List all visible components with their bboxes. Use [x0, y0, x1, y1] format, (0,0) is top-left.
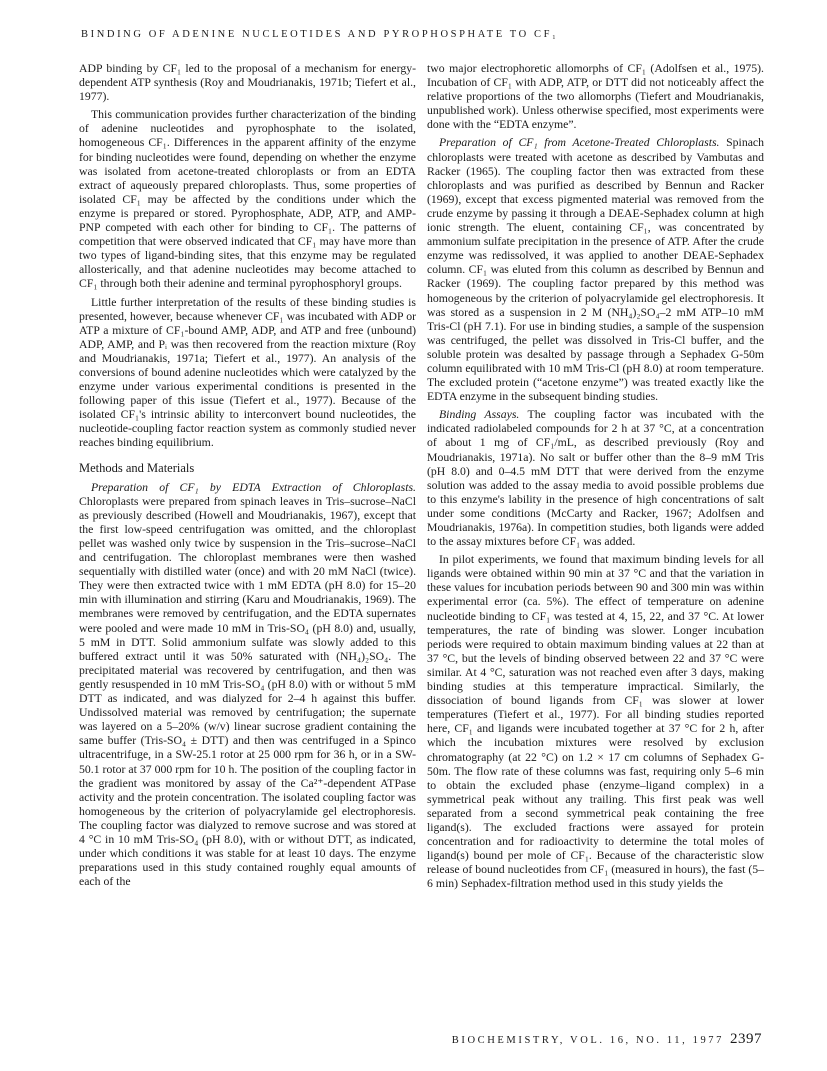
body-paragraph: This communication provides further characterization of the binding of adenine nucleotides and pyrophosphate to the isolated, homogeneous CF₁. Differences in the apparent affinity of the enzyme for binding nucleotides were found, depending on whether the enzyme was isolated from acetone-treated chloroplasts or from an EDTA extract of aqueously prepared chloroplasts. Thus, some properties of isolated CF₁ may be affected by the conditions under which the enzyme is prepared or stored. Pyrophosphate, ADP, ATP, and AMP-PNP competed with each other for binding to CF₁. The patterns of competition that were observed indicated that CF₁ may have more than two types of ligand-binding sites, that this enzyme may be regulated allosterically, and that adenine nucleotides may become attached to CF₁ through both their adenine and terminal pyrophosphoryl groups.: [79, 108, 416, 291]
body-paragraph: two major electrophoretic allomorphs of CF₁ (Adolfsen et al., 1975). Incubation of CF₁ with ADP, ATP, or DTT did not noticeably affect the relative proportions of the two allomorphs (Tiefert and Moudrianakis, unpublished work). Unless otherwise specified, most experiments were done with the “EDTA enzyme”.: [427, 62, 764, 132]
right-column: [427, 62, 764, 895]
paragraph-text: Spinach chloroplasts were treated with acetone as described by Vambutas and Racker (1965). The coupling factor then was extracted from these chloroplasts and was purified as described by Bennun and Racker (1969), except that excess pigmented material was removed from the crude enzyme by passing it through a DEAE-Sephadex column at high ionic strength. The eluent, containing CF₁, was concentrated by ammonium sulfate precipitation in the presence of ATP. After the crude enzyme was redissolved, it was applied to another DEAE-Sephadex column. CF₁ was eluted from this column as described by Bennun and Racker (1969). The coupling factor prepared by this method was homogeneous by the criterion of polyacrylamide gel electrophoresis. It was stored as a suspension in 2 M (NH₄)₂SO₄–2 mM ATP–10 mM Tris-Cl (pH 7.1). For use in binding studies, a sample of the suspension was centrifuged, the pellet was dissolved in Tris-Cl buffer, and the soluble protein was desalted by passage through a Sephadex G-50m column equilibrated with 10 mM Tris-Cl (pH 8.0) at room temperature. The excluded protein (“acetone enzyme”) was treated exactly like the EDTA enzyme in the subsequent binding studies.: [427, 136, 764, 404]
paragraph-text: Chloroplasts were prepared from spinach leaves in Tris–sucrose–NaCl as previously described (Howell and Moudrianakis, 1967), except that the first low-speed centrifugation was omitted, and the chloroplast pellet was washed only twice by suspension in the Tris–sucrose–NaCl and centrifugation. The chloroplast membranes were then washed sequentially with distilled water (once) and with 20 mM NaCl (twice). They were then extracted twice with 1 mM EDTA (pH 8.0) for 15–20 min with illumination and stirring (Karu and Moudrianakis, 1969). The membranes were removed by centrifugation, and the EDTA supernates were pooled and were made 10 mM in Tris-SO₄ (pH 8.0) and, usually, 5 mM in DTT. Solid ammonium sulfate was slowly added to this buffered extract until it was 50% saturated with (NH₄)₂SO₄. The precipitated material was recovered by centrifugation, and then was gently resuspended in 10 mM Tris-SO₄ (pH 8.0) with or without 5 mM DTT as indicated, and was dialyzed for 2–4 h against this buffer. Undissolved material was removed by centrifugation; the supernate was layered on a 5–20% (w/v) linear sucrose gradient containing the same buffer (Tris-SO₄ ± DTT) and then was centrifuged in a Spinco ultracentrifuge, in a SW-25.1 rotor at 25 000 rpm for 36 h, or in a SW-50.1 rotor at 37 000 rpm for 10 h. The position of the coupling factor in the gradient was monitored by assay of the Ca²⁺-dependent ATPase activity and the protein concentration. The isolated coupling factor was homogeneous by the criterion of polyacrylamide gel electrophoresis. The coupling factor was dialyzed to remove sucrose and was stored at 4 °C in 10 mM Tris-SO₄ (pH 8.0), with or without DTT, as indicated, under which conditions it was stable for at least 10 days. The enzyme preparations used in this study contained roughly equal amounts of each of the: [79, 494, 416, 889]
running-head: BINDING OF ADENINE NUCLEOTIDES AND PYROPHOSPHATE TO CF₁: [81, 29, 559, 40]
subsection-heading: Preparation of CF₁ from Acetone-Treated Chloroplasts.: [439, 136, 720, 150]
body-paragraph: Little further interpretation of the results of these binding studies is presented, however, because whenever CF₁ was incubated with ADP or ATP a mixture of CF₁-bound AMP, ADP, and ATP and free (unbound) ADP, AMP, and Pᵢ was then recovered from the reaction mixture (Roy and Moudrianakis, 1971a; Tiefert et al., 1977). An analysis of the conversions of bound adenine nucleotides which were catalyzed by the enzyme under various experimental conditions is presented in the following paper of this issue (Tiefert et al., 1977). Because of the isolated CF₁'s intrinsic ability to interconvert bound nucleotides, the nucleotide-coupling factor reaction system as commonly studied never reaches binding equilibrium.: [79, 295, 416, 450]
subsection-heading: Binding Assays.: [439, 408, 520, 422]
paragraph-text: The coupling factor was incubated with the indicated radiolabeled compounds for 2 h at 37 °C, at a concentration of about 1 mg of CF₁/mL, as described previously (Roy and Moudrianakis, 1971a). No salt or buffer other than the 8–9 mM Tris (pH 8.0) and 0–4.5 mM DTT that were derived from the enzyme solution was added to the assay media to avoid possible problems due to this enzyme's lability in the presence of high concentrations of salt under some conditions (McCarty and Racker, 1967; Adolfsen and Moudrianakis, 1976a). In competition studies, both ligands were added to the assay mixtures before CF₁ was added.: [427, 408, 764, 549]
journal-citation: BIOCHEMISTRY, VOL. 16, NO. 11, 1977: [451, 1035, 724, 1046]
page-number: 2397: [730, 1031, 762, 1047]
body-paragraph: [79, 481, 416, 890]
section-heading: Methods and Materials: [79, 460, 195, 475]
body-paragraph: [427, 136, 764, 404]
body-paragraph: [427, 408, 764, 549]
left-column: [79, 62, 416, 893]
body-paragraph: ADP binding by CF₁ led to the proposal of a mechanism for energy-dependent ATP synthesis (Roy and Moudrianakis, 1971b; Tiefert et al., 1977).: [79, 62, 416, 104]
body-paragraph: In pilot experiments, we found that maximum binding levels for all ligands were obtained within 90 min at 37 °C and that the variation in these values for incubation periods between 90 and 300 min was within experimental error (ca. 5%). The effect of temperature on adenine nucleotide binding to CF₁ was tested at 4, 15, 22, and 37 °C. At lower temperatures, the rate of binding was slower. Longer incubation periods were required to obtain maximum binding values at 22 than at 37 °C, but the levels of binding observed between 22 and 37 °C were similar. At 4 °C, saturation was not reached even after 3 days, making binding studies at this temperature impractical. Similarly, the dissociation of bound ligands from CF₁ was slower at lower temperatures (Tiefert et al., 1977). For all binding studies reported here, CF₁ and ligands were incubated together at 37 °C for 2 h, after which the incubation mixtures were resolved by exclusion chromatography (at 22 °C) on 1.2 × 17 cm columns of Sephadex G-50m. The flow rate of these columns was fast, requiring only 5–6 min to obtain the excluded phase (enzyme–ligand complex) in a symmetrical peak without any trailing. This first peak was well separated from a second symmetrical peak containing the free ligand(s). The excluded fractions were assayed for protein concentration and for radioactivity to determine the total moles of ligand(s) bound per mole of CF₁. Because of the characteristic slow release of bound nucleotides from CF₁ (measured in hours), the fast (5–6 min) Sephadex-filtration method used in this study yields the: [427, 553, 764, 891]
page-footer: [397, 1031, 762, 1048]
subsection-heading: Preparation of CF₁ by EDTA Extraction of Chloroplasts.: [91, 480, 416, 494]
